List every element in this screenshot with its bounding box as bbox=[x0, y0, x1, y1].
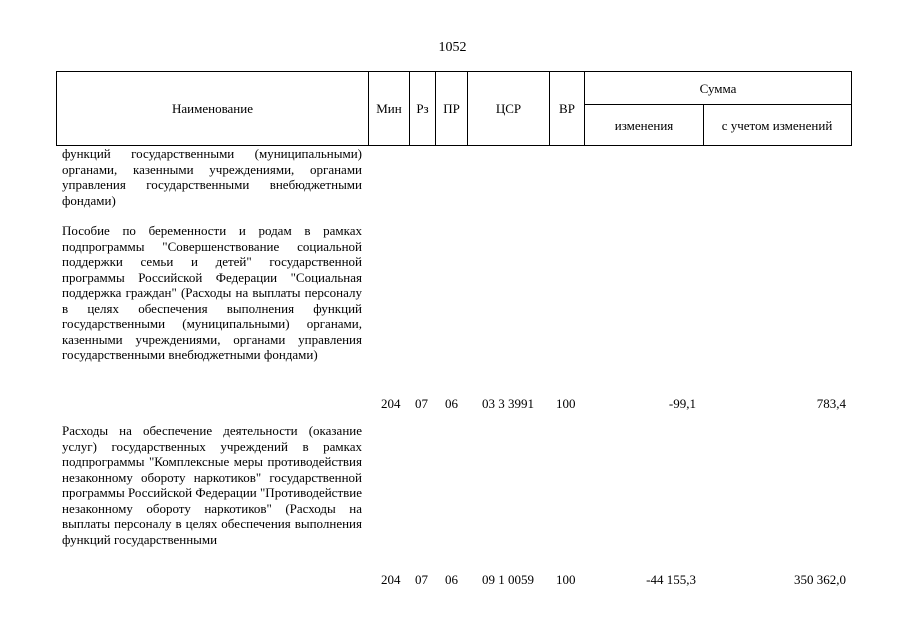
header-pr: ПР bbox=[443, 101, 460, 116]
header-with-change: с учетом изменений bbox=[721, 117, 833, 133]
row-change: -99,1 bbox=[668, 396, 696, 411]
row-rz: 07 bbox=[415, 572, 428, 587]
row-vr: 100 bbox=[556, 572, 576, 587]
row-min: 204 bbox=[381, 572, 401, 587]
row-name: Расходы на обеспечение деятельности (оказание услуг) государственных учреждений в рамках подпрограммы "Комплексные меры противодействия незаконному обороту наркотиков" государственной программы Российской Федерации "Противодействие незаконному обороту наркотиков" (Расходы на выплаты персоналу в целях обеспечения выполнения функций государственными bbox=[62, 423, 362, 547]
row-min: 204 bbox=[381, 396, 401, 411]
row-csr: 09 1 0059 bbox=[482, 572, 534, 587]
header-name: Наименование bbox=[172, 101, 253, 116]
header-rz: Рз bbox=[416, 101, 429, 116]
page-number: 1052 bbox=[438, 40, 467, 55]
header-vr: ВР bbox=[559, 101, 575, 116]
row-pr: 06 bbox=[445, 572, 458, 587]
header-min: Мин bbox=[376, 101, 402, 116]
header-change: изменения bbox=[614, 117, 674, 133]
row-rz: 07 bbox=[415, 396, 428, 411]
header-sum: Сумма bbox=[699, 80, 737, 96]
row-with-change: 783,4 bbox=[816, 396, 846, 411]
row-with-change: 350 362,0 bbox=[794, 572, 846, 587]
row-name: Пособие по беременности и родам в рамках подпрограммы "Совершенствование социальной поддержки семьи и детей" государственной программы Российской Федерации "Социальная поддержка граждан" (Расходы на выплаты персоналу в целях обеспечения выполнения функций государственными (муниципальными) органами, казенными учреждениями, органами управления государственными внебюджетными фондами) bbox=[62, 223, 362, 362]
row-change: -44 155,3 bbox=[646, 572, 696, 587]
row-pr: 06 bbox=[445, 396, 458, 411]
row-csr: 03 3 3991 bbox=[482, 396, 534, 411]
row-name: функций государственными (муниципальными) органами, казенными учреждениями, органами управления государственными внебюджетными фондами) bbox=[62, 146, 362, 208]
header-csr: ЦСР bbox=[495, 101, 522, 116]
row-vr: 100 bbox=[556, 396, 576, 411]
